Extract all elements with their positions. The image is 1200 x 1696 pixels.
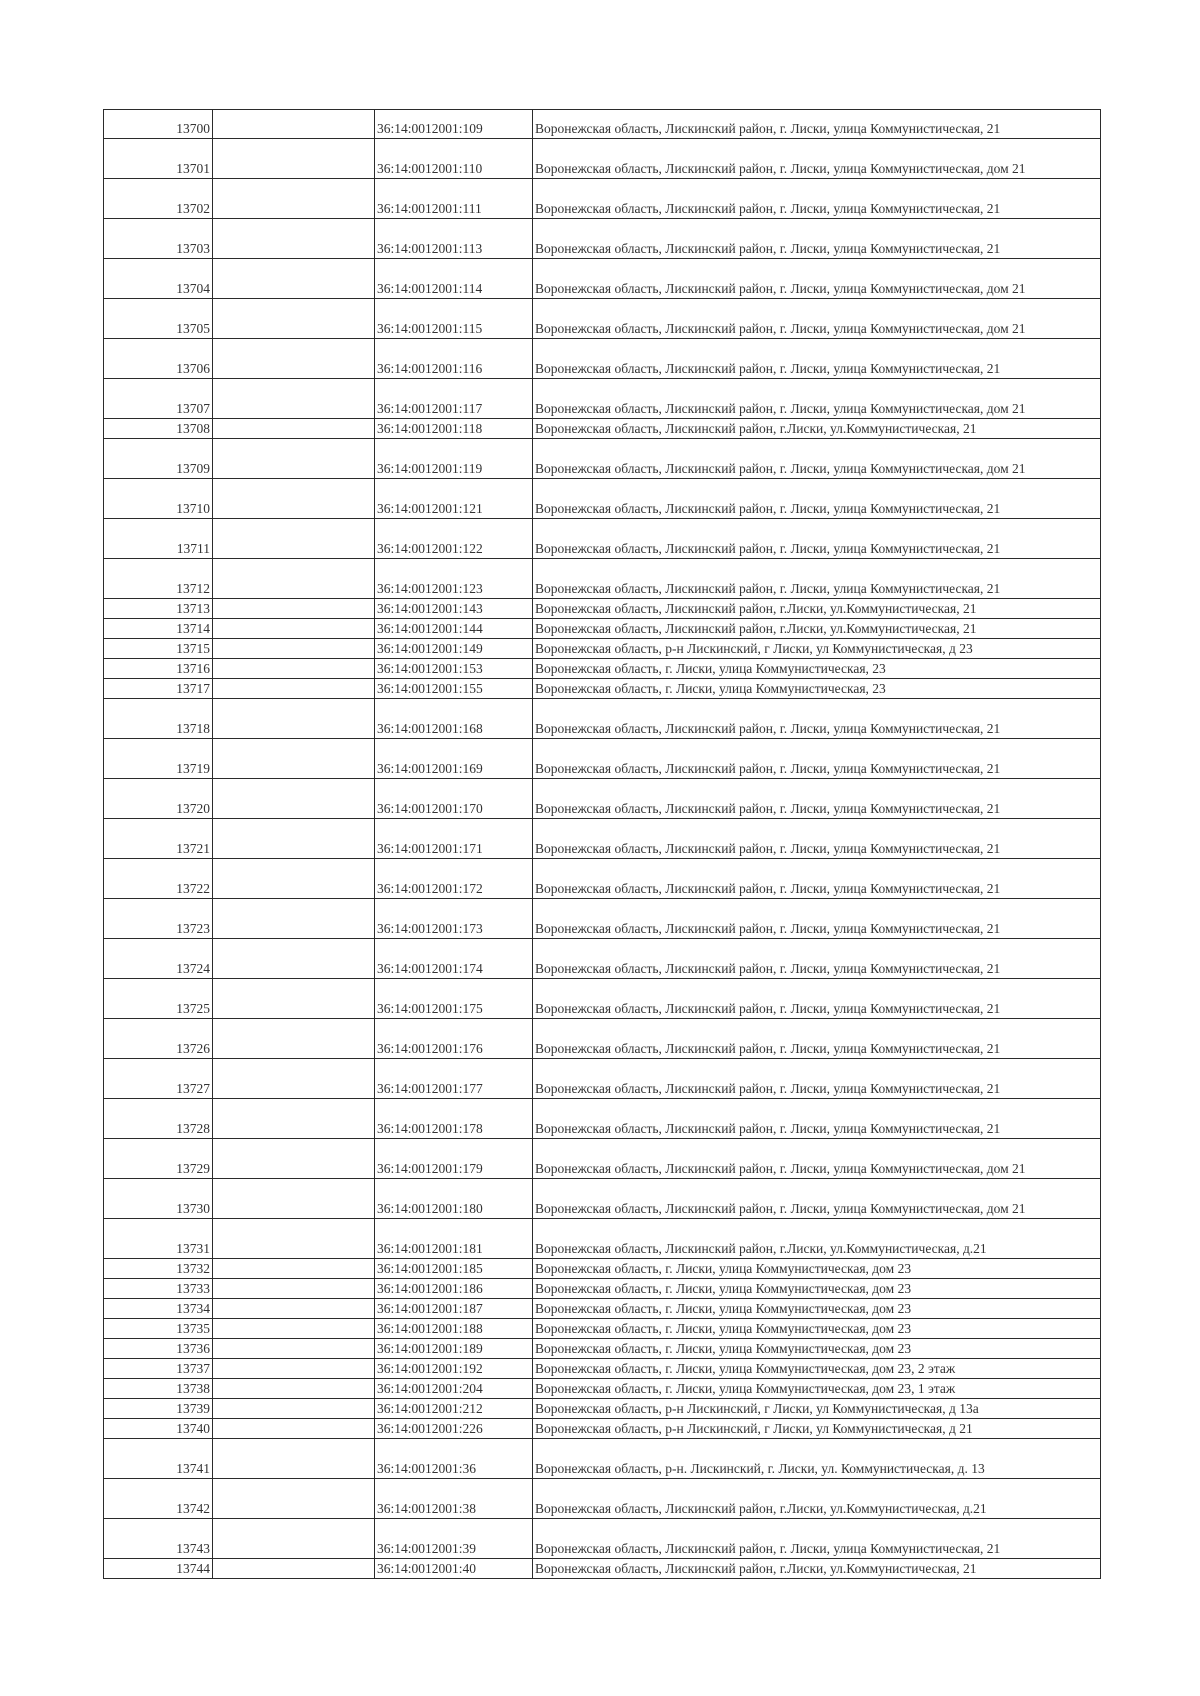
cadastral-number-cell: 36:14:0012001:175 xyxy=(375,979,533,1019)
empty-cell xyxy=(213,339,375,379)
empty-cell xyxy=(213,379,375,419)
table-row xyxy=(104,1259,1101,1279)
cadastral-number-cell: 36:14:0012001:171 xyxy=(375,819,533,859)
empty-cell xyxy=(213,1219,375,1259)
table-row xyxy=(104,819,1101,859)
address-cell: Воронежская область, Лискинский район, г. Лиски, улица Коммунистическая, 21 xyxy=(533,110,1101,139)
cadastral-number-cell: 36:14:0012001:168 xyxy=(375,699,533,739)
cadastral-number-cell: 36:14:0012001:116 xyxy=(375,339,533,379)
cadastral-number-cell: 36:14:0012001:149 xyxy=(375,639,533,659)
table-row xyxy=(104,479,1101,519)
table-row xyxy=(104,1559,1101,1579)
table-row xyxy=(104,1139,1101,1179)
table-row xyxy=(104,219,1101,259)
address-cell: Воронежская область, Лискинский район, г. Лиски, улица Коммунистическая, 21 xyxy=(533,479,1101,519)
table-row xyxy=(104,599,1101,619)
cadastral-number-cell: 36:14:0012001:176 xyxy=(375,1019,533,1059)
row-number-cell: 13741 xyxy=(104,1439,213,1479)
empty-cell xyxy=(213,179,375,219)
address-cell: Воронежская область, Лискинский район, г.Лиски, ул.Коммунистическая, 21 xyxy=(533,599,1101,619)
table-row xyxy=(104,339,1101,379)
address-cell: Воронежская область, Лискинский район, г. Лиски, улица Коммунистическая, дом 21 xyxy=(533,1139,1101,1179)
empty-cell xyxy=(213,139,375,179)
table-row xyxy=(104,519,1101,559)
row-number-cell: 13709 xyxy=(104,439,213,479)
empty-cell xyxy=(213,219,375,259)
row-number-cell: 13729 xyxy=(104,1139,213,1179)
cadastral-number-cell: 36:14:0012001:155 xyxy=(375,679,533,699)
address-cell: Воронежская область, Лискинский район, г. Лиски, улица Коммунистическая, дом 21 xyxy=(533,299,1101,339)
row-number-cell: 13738 xyxy=(104,1379,213,1399)
cadastral-number-cell: 36:14:0012001:169 xyxy=(375,739,533,779)
row-number-cell: 13728 xyxy=(104,1099,213,1139)
row-number-cell: 13733 xyxy=(104,1279,213,1299)
address-cell: Воронежская область, г. Лиски, улица Коммунистическая, дом 23 xyxy=(533,1259,1101,1279)
row-number-cell: 13714 xyxy=(104,619,213,639)
cadastral-number-cell: 36:14:0012001:38 xyxy=(375,1479,533,1519)
empty-cell xyxy=(213,1419,375,1439)
empty-cell xyxy=(213,739,375,779)
table-row xyxy=(104,1219,1101,1259)
row-number-cell: 13735 xyxy=(104,1319,213,1339)
empty-cell xyxy=(213,1559,375,1579)
row-number-cell: 13730 xyxy=(104,1179,213,1219)
address-cell: Воронежская область, Лискинский район, г.Лиски, ул.Коммунистическая, д.21 xyxy=(533,1479,1101,1519)
row-number-cell: 13723 xyxy=(104,899,213,939)
row-number-cell: 13726 xyxy=(104,1019,213,1059)
empty-cell xyxy=(213,619,375,639)
address-cell: Воронежская область, г. Лиски, улица Коммунистическая, дом 23 xyxy=(533,1279,1101,1299)
table-row xyxy=(104,619,1101,639)
row-number-cell: 13725 xyxy=(104,979,213,1019)
table-row xyxy=(104,1399,1101,1419)
empty-cell xyxy=(213,110,375,139)
table-row xyxy=(104,939,1101,979)
table-row xyxy=(104,299,1101,339)
address-cell: Воронежская область, Лискинский район, г. Лиски, улица Коммунистическая, 21 xyxy=(533,559,1101,599)
address-cell: Воронежская область, Лискинский район, г. Лиски, улица Коммунистическая, дом 21 xyxy=(533,379,1101,419)
row-number-cell: 13713 xyxy=(104,599,213,619)
table-row xyxy=(104,699,1101,739)
cadastral-number-cell: 36:14:0012001:226 xyxy=(375,1419,533,1439)
cadastral-number-cell: 36:14:0012001:36 xyxy=(375,1439,533,1479)
table-row xyxy=(104,1359,1101,1379)
cadastral-number-cell: 36:14:0012001:118 xyxy=(375,419,533,439)
cadastral-number-cell: 36:14:0012001:123 xyxy=(375,559,533,599)
cadastral-number-cell: 36:14:0012001:115 xyxy=(375,299,533,339)
cadastral-number-cell: 36:14:0012001:188 xyxy=(375,1319,533,1339)
table-row xyxy=(104,779,1101,819)
cadastral-number-cell: 36:14:0012001:187 xyxy=(375,1299,533,1319)
address-cell: Воронежская область, Лискинский район, г. Лиски, улица Коммунистическая, 21 xyxy=(533,1099,1101,1139)
empty-cell xyxy=(213,899,375,939)
table-row xyxy=(104,1519,1101,1559)
address-cell: Воронежская область, Лискинский район, г. Лиски, улица Коммунистическая, 21 xyxy=(533,1059,1101,1099)
address-cell: Воронежская область, Лискинский район, г. Лиски, улица Коммунистическая, дом 21 xyxy=(533,139,1101,179)
table-row xyxy=(104,439,1101,479)
cadastral-number-cell: 36:14:0012001:111 xyxy=(375,179,533,219)
cadastral-number-cell: 36:14:0012001:192 xyxy=(375,1359,533,1379)
cadastral-number-cell: 36:14:0012001:170 xyxy=(375,779,533,819)
address-cell: Воронежская область, г. Лиски, улица Коммунистическая, 23 xyxy=(533,679,1101,699)
cadastral-number-cell: 36:14:0012001:204 xyxy=(375,1379,533,1399)
table-row xyxy=(104,139,1101,179)
row-number-cell: 13731 xyxy=(104,1219,213,1259)
row-number-cell: 13705 xyxy=(104,299,213,339)
cadastral-number-cell: 36:14:0012001:117 xyxy=(375,379,533,419)
row-number-cell: 13700 xyxy=(104,110,213,139)
table-row xyxy=(104,1099,1101,1139)
row-number-cell: 13739 xyxy=(104,1399,213,1419)
row-number-cell: 13702 xyxy=(104,179,213,219)
empty-cell xyxy=(213,1519,375,1559)
row-number-cell: 13724 xyxy=(104,939,213,979)
table-row xyxy=(104,1439,1101,1479)
address-cell: Воронежская область, Лискинский район, г. Лиски, улица Коммунистическая, 21 xyxy=(533,779,1101,819)
address-cell: Воронежская область, Лискинский район, г. Лиски, улица Коммунистическая, 21 xyxy=(533,1519,1101,1559)
address-cell: Воронежская область, Лискинский район, г. Лиски, улица Коммунистическая, 21 xyxy=(533,699,1101,739)
empty-cell xyxy=(213,699,375,739)
table-row xyxy=(104,1019,1101,1059)
cadastral-number-cell: 36:14:0012001:178 xyxy=(375,1099,533,1139)
row-number-cell: 13716 xyxy=(104,659,213,679)
table-row xyxy=(104,739,1101,779)
address-cell: Воронежская область, г. Лиски, улица Коммунистическая, дом 23 xyxy=(533,1319,1101,1339)
address-cell: Воронежская область, Лискинский район, г.Лиски, ул.Коммунистическая, 21 xyxy=(533,619,1101,639)
row-number-cell: 13732 xyxy=(104,1259,213,1279)
empty-cell xyxy=(213,1139,375,1179)
row-number-cell: 13736 xyxy=(104,1339,213,1359)
address-cell: Воронежская область, Лискинский район, г. Лиски, улица Коммунистическая, дом 21 xyxy=(533,439,1101,479)
cadastral-number-cell: 36:14:0012001:40 xyxy=(375,1559,533,1579)
table-row xyxy=(104,1339,1101,1359)
row-number-cell: 13742 xyxy=(104,1479,213,1519)
row-number-cell: 13734 xyxy=(104,1299,213,1319)
table-row xyxy=(104,1179,1101,1219)
empty-cell xyxy=(213,1439,375,1479)
address-cell: Воронежская область, г. Лиски, улица Коммунистическая, 23 xyxy=(533,659,1101,679)
address-cell: Воронежская область, Лискинский район, г.Лиски, ул.Коммунистическая, 21 xyxy=(533,1559,1101,1579)
row-number-cell: 13727 xyxy=(104,1059,213,1099)
empty-cell xyxy=(213,659,375,679)
row-number-cell: 13704 xyxy=(104,259,213,299)
table-row xyxy=(104,639,1101,659)
row-number-cell: 13719 xyxy=(104,739,213,779)
empty-cell xyxy=(213,1019,375,1059)
address-cell: Воронежская область, г. Лиски, улица Коммунистическая, дом 23 xyxy=(533,1299,1101,1319)
empty-cell xyxy=(213,1359,375,1379)
table-row xyxy=(104,419,1101,439)
empty-cell xyxy=(213,779,375,819)
empty-cell xyxy=(213,859,375,899)
table-row xyxy=(104,1379,1101,1399)
cadastral-number-cell: 36:14:0012001:153 xyxy=(375,659,533,679)
address-cell: Воронежская область, г. Лиски, улица Коммунистическая, дом 23, 1 этаж xyxy=(533,1379,1101,1399)
address-cell: Воронежская область, р-н Лискинский, г Лиски, ул Коммунистическая, д 23 xyxy=(533,639,1101,659)
empty-cell xyxy=(213,639,375,659)
empty-cell xyxy=(213,1279,375,1299)
empty-cell xyxy=(213,1319,375,1339)
table-row xyxy=(104,1299,1101,1319)
address-cell: Воронежская область, Лискинский район, г. Лиски, улица Коммунистическая, 21 xyxy=(533,939,1101,979)
address-cell: Воронежская область, Лискинский район, г. Лиски, улица Коммунистическая, 21 xyxy=(533,219,1101,259)
registry-table xyxy=(103,109,1101,1579)
address-cell: Воронежская область, Лискинский район, г. Лиски, улица Коммунистическая, 21 xyxy=(533,979,1101,1019)
table-row xyxy=(104,979,1101,1019)
empty-cell xyxy=(213,439,375,479)
cadastral-number-cell: 36:14:0012001:186 xyxy=(375,1279,533,1299)
row-number-cell: 13707 xyxy=(104,379,213,419)
table-row xyxy=(104,1279,1101,1299)
cadastral-number-cell: 36:14:0012001:110 xyxy=(375,139,533,179)
cadastral-number-cell: 36:14:0012001:39 xyxy=(375,1519,533,1559)
empty-cell xyxy=(213,419,375,439)
table-row xyxy=(104,1319,1101,1339)
cadastral-number-cell: 36:14:0012001:181 xyxy=(375,1219,533,1259)
empty-cell xyxy=(213,599,375,619)
table-row xyxy=(104,179,1101,219)
cadastral-number-cell: 36:14:0012001:212 xyxy=(375,1399,533,1419)
registry-table-body xyxy=(104,110,1101,1579)
empty-cell xyxy=(213,939,375,979)
row-number-cell: 13720 xyxy=(104,779,213,819)
row-number-cell: 13737 xyxy=(104,1359,213,1379)
address-cell: Воронежская область, р-н Лискинский, г Лиски, ул Коммунистическая, д 21 xyxy=(533,1419,1101,1439)
empty-cell xyxy=(213,479,375,519)
cadastral-number-cell: 36:14:0012001:119 xyxy=(375,439,533,479)
table-row xyxy=(104,110,1101,139)
address-cell: Воронежская область, Лискинский район, г. Лиски, улица Коммунистическая, дом 21 xyxy=(533,1179,1101,1219)
cadastral-number-cell: 36:14:0012001:173 xyxy=(375,899,533,939)
table-row xyxy=(104,259,1101,299)
row-number-cell: 13710 xyxy=(104,479,213,519)
address-cell: Воронежская область, Лискинский район, г. Лиски, улица Коммунистическая, 21 xyxy=(533,739,1101,779)
address-cell: Воронежская область, Лискинский район, г. Лиски, улица Коммунистическая, 21 xyxy=(533,859,1101,899)
empty-cell xyxy=(213,1379,375,1399)
cadastral-number-cell: 36:14:0012001:143 xyxy=(375,599,533,619)
table-row xyxy=(104,899,1101,939)
row-number-cell: 13712 xyxy=(104,559,213,599)
cadastral-number-cell: 36:14:0012001:144 xyxy=(375,619,533,639)
empty-cell xyxy=(213,1059,375,1099)
row-number-cell: 13703 xyxy=(104,219,213,259)
empty-cell xyxy=(213,559,375,599)
row-number-cell: 13708 xyxy=(104,419,213,439)
address-cell: Воронежская область, Лискинский район, г. Лиски, улица Коммунистическая, 21 xyxy=(533,819,1101,859)
cadastral-number-cell: 36:14:0012001:174 xyxy=(375,939,533,979)
cadastral-number-cell: 36:14:0012001:189 xyxy=(375,1339,533,1359)
empty-cell xyxy=(213,1099,375,1139)
row-number-cell: 13711 xyxy=(104,519,213,559)
row-number-cell: 13717 xyxy=(104,679,213,699)
address-cell: Воронежская область, Лискинский район, г. Лиски, улица Коммунистическая, 21 xyxy=(533,339,1101,379)
address-cell: Воронежская область, Лискинский район, г. Лиски, улица Коммунистическая, дом 21 xyxy=(533,259,1101,299)
table-row xyxy=(104,859,1101,899)
table-row xyxy=(104,379,1101,419)
empty-cell xyxy=(213,1399,375,1419)
empty-cell xyxy=(213,819,375,859)
table-row xyxy=(104,679,1101,699)
row-number-cell: 13701 xyxy=(104,139,213,179)
empty-cell xyxy=(213,1339,375,1359)
cadastral-number-cell: 36:14:0012001:172 xyxy=(375,859,533,899)
empty-cell xyxy=(213,259,375,299)
table-row xyxy=(104,1059,1101,1099)
address-cell: Воронежская область, Лискинский район, г.Лиски, ул.Коммунистическая, д.21 xyxy=(533,1219,1101,1259)
address-cell: Воронежская область, р-н Лискинский, г Лиски, ул Коммунистическая, д 13а xyxy=(533,1399,1101,1419)
empty-cell xyxy=(213,1479,375,1519)
cadastral-number-cell: 36:14:0012001:180 xyxy=(375,1179,533,1219)
empty-cell xyxy=(213,679,375,699)
table-row xyxy=(104,1479,1101,1519)
row-number-cell: 13740 xyxy=(104,1419,213,1439)
cadastral-number-cell: 36:14:0012001:122 xyxy=(375,519,533,559)
address-cell: Воронежская область, Лискинский район, г.Лиски, ул.Коммунистическая, 21 xyxy=(533,419,1101,439)
row-number-cell: 13743 xyxy=(104,1519,213,1559)
empty-cell xyxy=(213,979,375,1019)
cadastral-number-cell: 36:14:0012001:177 xyxy=(375,1059,533,1099)
cadastral-number-cell: 36:14:0012001:185 xyxy=(375,1259,533,1279)
row-number-cell: 13715 xyxy=(104,639,213,659)
address-cell: Воронежская область, г. Лиски, улица Коммунистическая, дом 23 xyxy=(533,1339,1101,1359)
table-row xyxy=(104,659,1101,679)
row-number-cell: 13721 xyxy=(104,819,213,859)
address-cell: Воронежская область, Лискинский район, г. Лиски, улица Коммунистическая, 21 xyxy=(533,519,1101,559)
address-cell: Воронежская область, Лискинский район, г. Лиски, улица Коммунистическая, 21 xyxy=(533,899,1101,939)
cadastral-number-cell: 36:14:0012001:121 xyxy=(375,479,533,519)
row-number-cell: 13706 xyxy=(104,339,213,379)
address-cell: Воронежская область, Лискинский район, г. Лиски, улица Коммунистическая, 21 xyxy=(533,1019,1101,1059)
row-number-cell: 13744 xyxy=(104,1559,213,1579)
cadastral-number-cell: 36:14:0012001:179 xyxy=(375,1139,533,1179)
empty-cell xyxy=(213,1259,375,1279)
cadastral-number-cell: 36:14:0012001:114 xyxy=(375,259,533,299)
row-number-cell: 13722 xyxy=(104,859,213,899)
address-cell: Воронежская область, г. Лиски, улица Коммунистическая, дом 23, 2 этаж xyxy=(533,1359,1101,1379)
cadastral-number-cell: 36:14:0012001:109 xyxy=(375,110,533,139)
table-row xyxy=(104,559,1101,599)
empty-cell xyxy=(213,1299,375,1319)
empty-cell xyxy=(213,519,375,559)
cadastral-number-cell: 36:14:0012001:113 xyxy=(375,219,533,259)
empty-cell xyxy=(213,299,375,339)
empty-cell xyxy=(213,1179,375,1219)
row-number-cell: 13718 xyxy=(104,699,213,739)
table-row xyxy=(104,1419,1101,1439)
address-cell: Воронежская область, р-н. Лискинский, г. Лиски, ул. Коммунистическая, д. 13 xyxy=(533,1439,1101,1479)
address-cell: Воронежская область, Лискинский район, г. Лиски, улица Коммунистическая, 21 xyxy=(533,179,1101,219)
